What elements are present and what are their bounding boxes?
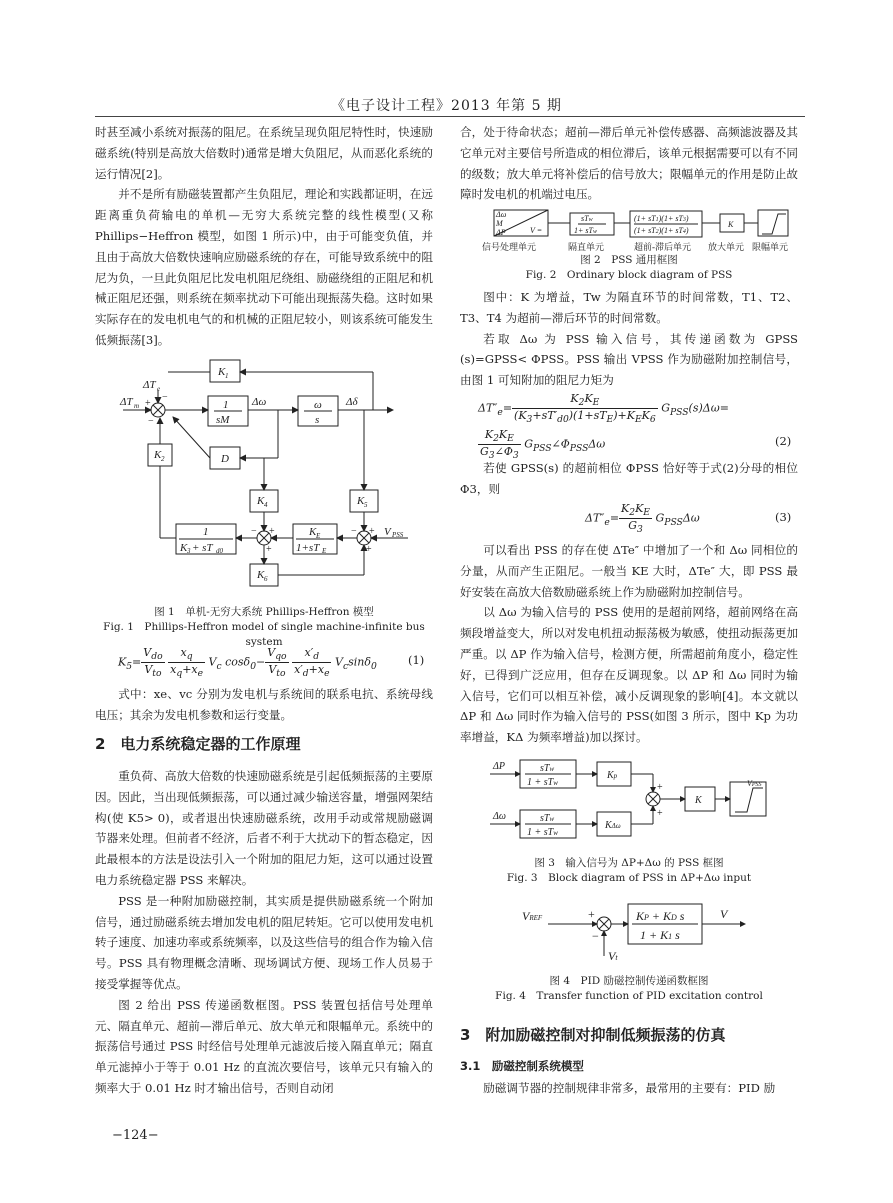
- section-3-1-heading: 3.1 励磁控制系统模型: [460, 1059, 584, 1073]
- svg-text:VREF: VREF: [522, 909, 543, 923]
- svg-text:M: M: [496, 219, 503, 228]
- svg-text:ΔT: ΔT: [120, 396, 133, 408]
- figure-4-pid-control: [520, 896, 750, 968]
- svg-text:(1+ sT2)(1+ sT4): (1+ sT2)(1+ sT4): [634, 226, 689, 235]
- svg-text:KΔω: KΔω: [605, 820, 621, 831]
- caption-en: Fig. 1 Phillips-Heffron model of single machine-infinite bus system: [103, 621, 425, 648]
- svg-text:ΔP: ΔP: [496, 228, 506, 237]
- svg-text:V =: V =: [530, 226, 543, 235]
- svg-text:+: +: [269, 526, 275, 537]
- paragraph: 励磁调节器的控制规律非常多，最常用的主要有：PID 励: [483, 1081, 776, 1095]
- left-col-top: [95, 122, 433, 351]
- svg-text:3: 3: [187, 547, 191, 555]
- svg-text:+: +: [145, 398, 151, 409]
- svg-text:+: +: [369, 526, 375, 537]
- caption-cn: 图 4 PID 励磁控制传递函数框图: [549, 975, 709, 987]
- svg-text:+: +: [366, 544, 372, 555]
- fig2-label: 限幅单元: [752, 242, 789, 252]
- journal-header: 《电子设计工程》2013 年第 5 期: [331, 98, 562, 114]
- caption-en: Fig. 3 Block diagram of PSS in ΔP+Δω input: [506, 872, 752, 884]
- svg-text:Δδ: Δδ: [346, 396, 358, 408]
- svg-text:K: K: [309, 526, 317, 538]
- svg-text:+: +: [588, 907, 595, 921]
- header-rule: [95, 116, 805, 117]
- svg-text:sTw: sTw: [540, 763, 555, 774]
- paragraph: 重负荷、高放大倍数的快速励磁系统是引起低频振荡的主要原因。因此，当出现低频振荡，可以通过减少输送容量，增强网架结构(使 K5> 0)，或者退出快速励磁系统，改用手动或常规励磁调节器来处理。但前者不经济，后者不利于大扰动下的暂态稳定，因此最根本的方法是设法引入一个附加的阻尼力矩，这可以通过设置电力系统稳定器 PSS 来解决。: [95, 769, 433, 887]
- svg-text:5: 5: [364, 501, 368, 509]
- paragraph: 图中：K 为增益，Tw 为隔直环节的时间常数，T1、T2、T3、T4 为超前—滞后环节的时间常数。: [460, 290, 798, 325]
- svg-text:ΔT: ΔT: [143, 379, 156, 391]
- svg-text:ΔP: ΔP: [493, 761, 505, 772]
- figure-1-caption: [95, 605, 433, 650]
- svg-text:m: m: [134, 402, 140, 410]
- svg-text:K: K: [180, 542, 188, 554]
- svg-text:1: 1: [225, 372, 229, 380]
- svg-text:sTw: sTw: [540, 813, 555, 824]
- right-col-top: [460, 122, 798, 205]
- svg-text:ω: ω: [314, 399, 322, 411]
- right-col-mid2: [460, 458, 798, 500]
- svg-text:1 + sTw: 1 + sTw: [527, 827, 558, 838]
- svg-text:−: −: [162, 392, 168, 403]
- left-col-mid: [95, 684, 433, 726]
- figure-3-caption: [460, 856, 798, 886]
- svg-text:+: +: [657, 808, 663, 819]
- paragraph: 合，处于待命状态；超前—滞后单元补偿传感器、高频滤波器及其它单元对主要信号所造成的相位滞后，该单元根据需要可以有不同的级数；放大单元将补偿后的信号放大；限幅单元的作用是防止故障时发电机的机端过电压。: [460, 125, 798, 202]
- svg-text:+: +: [266, 544, 272, 555]
- svg-text:s: s: [315, 414, 320, 426]
- svg-text:e: e: [157, 385, 161, 393]
- caption-cn: 图 1 单机-无穷大系统 Phillips-Heffron 模型: [154, 606, 374, 618]
- svg-text:K: K: [154, 449, 162, 461]
- figure-2-caption: [460, 253, 798, 283]
- paragraph: 可以看出 PSS 的存在使 ΔTe″ 中增加了一个和 Δω 同相位的分量，从而产生正阻尼。一般当 KE 大时，ΔTe″ 大，即 PSS 最好安装在高放大倍数励磁系统上作为励磁附加控制信号。: [460, 543, 798, 599]
- svg-text:PSS: PSS: [392, 531, 404, 539]
- equation-3: $\Delta T''_e=$ $\frac{K_2K_E}{G_3}$ $G_{PSS}\Delta\omega$: [585, 502, 700, 536]
- svg-text:K: K: [357, 495, 365, 507]
- svg-text:E: E: [316, 532, 321, 540]
- fig2-label: 放大单元: [708, 242, 745, 252]
- figure-2-pss-block: [462, 204, 798, 256]
- svg-text:2: 2: [161, 455, 165, 463]
- fig2-label: 隔直单元: [568, 242, 605, 252]
- svg-text:−: −: [251, 526, 257, 537]
- figure-3-pss-dual-input: [485, 752, 775, 852]
- caption-cn: 图 3 输入信号为 ΔP+Δω 的 PSS 框图: [534, 857, 724, 869]
- svg-text:1 + K1 s: 1 + K1 s: [640, 928, 680, 942]
- paragraph: 图 2 给出 PSS 传递函数框图。PSS 装置包括信号处理单元、隔直单元、超前—滞后单元、放大单元和限幅单元。系统中的振荡信号通过 PSS 时经信号处理单元滤波后接入隔直单元；隔直单元滤掉小于等于 0.01 Hz 的直流次要信号，该单元只有输入的频率大于 0.01 Hz 时才输出信号，否则自动闭: [95, 997, 433, 1095]
- svg-text:K: K: [695, 795, 702, 806]
- caption-cn: 图 2 PSS 通用框图: [580, 254, 678, 266]
- svg-text:−: −: [592, 929, 599, 943]
- figure-4-caption: [460, 974, 798, 1004]
- svg-text:+: +: [657, 782, 663, 793]
- equation-2-number: (2): [775, 434, 792, 448]
- page-number: −124−: [112, 1128, 159, 1143]
- svg-text:1 + sTw: 1 + sTw: [527, 777, 558, 788]
- paragraph: PSS 是一种附加励磁控制，其实质是提供励磁系统一个附加信号，通过励磁系统去增加发电机的阻尼转矩。它可以使用发电机转子速度、加速功率或系统频率，以及这些信号的组合作为输入信号。PSS 具有物理概念清晰、现场调试方便、现场工作人员易于接受掌握等优点。: [95, 893, 433, 991]
- section-2-heading: 2 电力系统稳定器的工作原理: [95, 735, 301, 753]
- svg-text:1+ sTw: 1+ sTw: [574, 226, 597, 235]
- svg-text:V: V: [720, 907, 728, 921]
- svg-text:(1+ sT1)(1+ sT3): (1+ sT1)(1+ sT3): [634, 214, 689, 223]
- svg-text:V: V: [384, 526, 391, 538]
- section-3-heading: 3 附加励磁控制对抑制低频振荡的仿真: [460, 1026, 726, 1044]
- svg-text:sM: sM: [216, 414, 230, 426]
- svg-text:VPSS: VPSS: [747, 779, 762, 788]
- svg-text:d0: d0: [216, 547, 223, 555]
- right-col-mid3: [460, 540, 798, 748]
- svg-text:Kp: Kp: [607, 770, 618, 781]
- equation-1: $K_5=$ $\frac{V_{do}}{V_{to}}$ $\frac{x_q}{x_q+x_e}$ $V_c$ cosδ$_0$− $\frac{V_{qo}}{V_{to}}$ $\frac{x'_d}{x'_d+x_e}$ $V_c\sin\delta_0$: [118, 646, 377, 680]
- svg-text:E: E: [322, 547, 327, 555]
- caption-en: Fig. 2 Ordinary block diagram of PSS: [525, 269, 733, 281]
- equation-2: $\Delta T''_e=$ $\frac{K_2K_E}{(K_3+sT'_{d0})(1+sT_E)+K_EK_6}$ $G_{PSS}(s)\Delta\omega=$: [478, 392, 729, 426]
- equation-1-number: (1): [408, 653, 425, 667]
- right-col-mid1: [460, 287, 798, 391]
- paragraph: 以 Δω 为输入信号的 PSS 使用的是超前网络，超前网络在高频段增益变大，所以对发电机扭动振荡极为敏感，使扭动振荡更加严重。以 ΔP 作为输入信号，检测方便，所需超前角度小，稳定性好，已得到广泛应用，但存在反调现象。以 ΔP 和 Δω 同时为输入信号，它们可以相互补偿，减小反调现象的影响[4]。本文就以 ΔP 和 Δω 同时作为输入信号的 PSS(如图 3 所示，图中 Kp 为功率增益，KΔ 为频率增益)加以探讨。: [460, 605, 798, 745]
- svg-text:1: 1: [223, 399, 229, 411]
- svg-text:Δω: Δω: [496, 210, 507, 219]
- svg-text:K: K: [257, 495, 265, 507]
- paragraph: 并不是所有励磁装置都产生负阻尼，理论和实践都证明，在远距离重负荷输电的单机—无穷大系统完整的线性模型(又称 Phillips−Heffron 模型，如图 1 所示)中，由于可能变负值，并且由于高放大倍数快速响应励磁系统的存在，可能导致系统中的阻尼为负，一旦此负阻尼比发电机阻尼绕组、励磁绕组的正阻尼和机械正阻尼还强，则系统在频率扰动下可能出现振荡失稳。这时如果实际存在的发电机电气的和机械的正阻尼较小，则该系统可能发生低频振荡[3]。: [95, 187, 433, 347]
- svg-text:Δω: Δω: [493, 811, 506, 822]
- svg-text:K: K: [728, 220, 734, 229]
- svg-text:1: 1: [203, 526, 209, 538]
- paragraph: 若使 GPSS(s) 的超前相位 ΦPSS 恰好等于式(2)分母的相位 Φ3，则: [460, 461, 798, 496]
- svg-text:K: K: [257, 569, 265, 581]
- fig2-label: 超前-滞后单元: [634, 242, 691, 252]
- svg-text:Δω: Δω: [252, 396, 267, 408]
- paragraph: 时甚至减小系统对振荡的阻尼。在系统呈现负阻尼特性时，快速励磁系统(特别是高放大倍数时)通常是增大负阻尼，从而恶化系统的运行情况[2]。: [95, 125, 433, 181]
- paragraph: 若取 Δω 为 PSS 输入信号，其传递函数为 GPSS (s)=GPSS< ΦPSS。PSS 输出 VPSS 作为励磁附加控制信号，由图 1 可知附加的阻尼力矩为: [460, 331, 798, 388]
- svg-text:K: K: [218, 366, 226, 378]
- svg-text:−: −: [351, 526, 357, 537]
- svg-text:sTw: sTw: [581, 214, 593, 223]
- caption-en: Fig. 4 Transfer function of PID excitation control: [495, 990, 763, 1002]
- svg-text:D: D: [221, 453, 229, 465]
- figure-1-phillips-heffron: [118, 352, 408, 592]
- right-col-bottom: [460, 1078, 798, 1099]
- left-col-bottom: [95, 766, 433, 1099]
- svg-text:6: 6: [264, 575, 268, 583]
- svg-text:+ sT: + sT: [192, 542, 213, 554]
- equation-2b: $\frac{K_2K_E}{G_3\angle\Phi_3}$ $G_{PSS}\angle\Phi_{PSS}\Delta\omega$: [480, 428, 606, 462]
- svg-text:Vt: Vt: [608, 949, 618, 963]
- equation-3-number: (3): [775, 510, 792, 524]
- svg-text:4: 4: [264, 501, 268, 509]
- svg-text:−: −: [148, 416, 154, 427]
- fig2-label: 信号处理单元: [482, 242, 537, 252]
- svg-text:KP + KD s: KP + KD s: [636, 909, 685, 923]
- paragraph: 式中：xe、vc 分别为发电机与系统间的联系电抗、系统母线电压；其余为发电机参数和运行变量。: [95, 687, 433, 722]
- svg-text:1+sT: 1+sT: [296, 542, 320, 554]
